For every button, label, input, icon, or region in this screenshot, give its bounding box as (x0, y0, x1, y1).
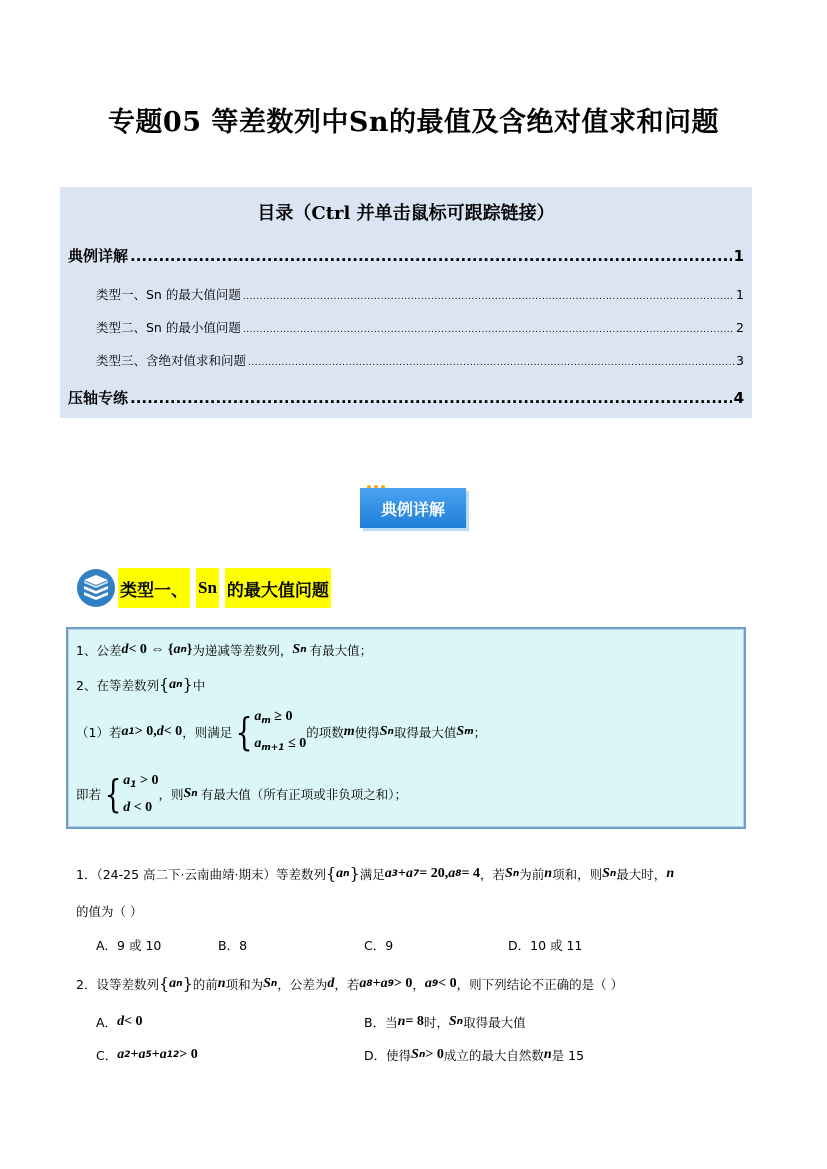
q2-option-c[interactable]: C． a 2 + a 5 + a 12 > 0 (96, 1047, 198, 1063)
q2-option-b[interactable]: B．当 n = 8 时， S n 取得最大值 (364, 1014, 526, 1030)
q2-option-d[interactable]: D．使得 S n > 0 成立的最大自然数 n 是 15 (364, 1047, 585, 1063)
q1-option-a[interactable]: A．9 或 10 (96, 938, 162, 953)
question-2: 2．设等差数列 { a n } 的前 n 项和为 S n ，公差为 d ，若 a 8 + a 9 > 0 ， a 9 < 0 ，则下列结论不正确的是（ ） (76, 974, 624, 993)
summary-line-1: 1、公差 d < 0 ⇔ { a n } 为递减等差数列， S n 有最大值； (76, 642, 373, 658)
section-title-part1: 类型一、 (118, 568, 190, 608)
summary-line-3: （1）若 a 1 > 0, d < 0 ，则满足 { $a_m \ge 0$ $a_{m+1} \le 0$ 的项数 m 使得 S n 取得最大值 S m ； (76, 709, 487, 754)
page-title: 专题05 等差数列中Sn的最值及含绝对值求和问题 (107, 107, 720, 138)
toc-entry-type1[interactable]: 类型一、Sn 的最大值问题 ..... 1 (96, 285, 744, 303)
summary-box (66, 627, 746, 829)
toc-heading: 目录（Ctrl 并单击鼠标可跟踪链接） (257, 203, 555, 224)
table-of-contents (60, 187, 752, 418)
question-1: 1．（24-25 高二下·云南曲靖·期末）等差数列 { a n } 满足 a 3 + a 7 = 20, a 8 = 4 ，若 S n 为前 n 项和，则 S n 最大时， n (76, 864, 675, 883)
section-title-part2: Sn (196, 568, 219, 608)
toc-entry-examples[interactable]: 典例详解 ..... 1 (68, 245, 744, 266)
q1-option-b[interactable]: B．8 (218, 938, 248, 953)
section-title-part3: 的最大值问题 (225, 568, 331, 608)
books-stack-icon (76, 568, 116, 608)
q2-option-a[interactable]: A． d < 0 (96, 1014, 143, 1030)
section-badge: 典例详解 (360, 488, 466, 528)
q1-option-d[interactable]: D．10 或 11 (508, 938, 583, 953)
summary-line-2: 2、在等差数列 { a n } 中 (76, 675, 206, 694)
toc-entry-type3[interactable]: 类型三、含绝对值求和问题 ..... 3 (96, 351, 744, 369)
section-heading (76, 568, 331, 608)
toc-entry-practice[interactable]: 压轴专练 ..... 4 (68, 387, 744, 408)
toc-entry-type2[interactable]: 类型二、Sn 的最小值问题 ..... 2 (96, 318, 744, 336)
summary-line-4: 即若 { $a_1 > 0$ d < 0 ，则 S n 有最大值（所有正项或非负项之和）； (76, 771, 407, 816)
q1-option-c[interactable]: C．9 (364, 938, 394, 953)
question-1-line-2: 的值为（ ） (76, 904, 143, 919)
